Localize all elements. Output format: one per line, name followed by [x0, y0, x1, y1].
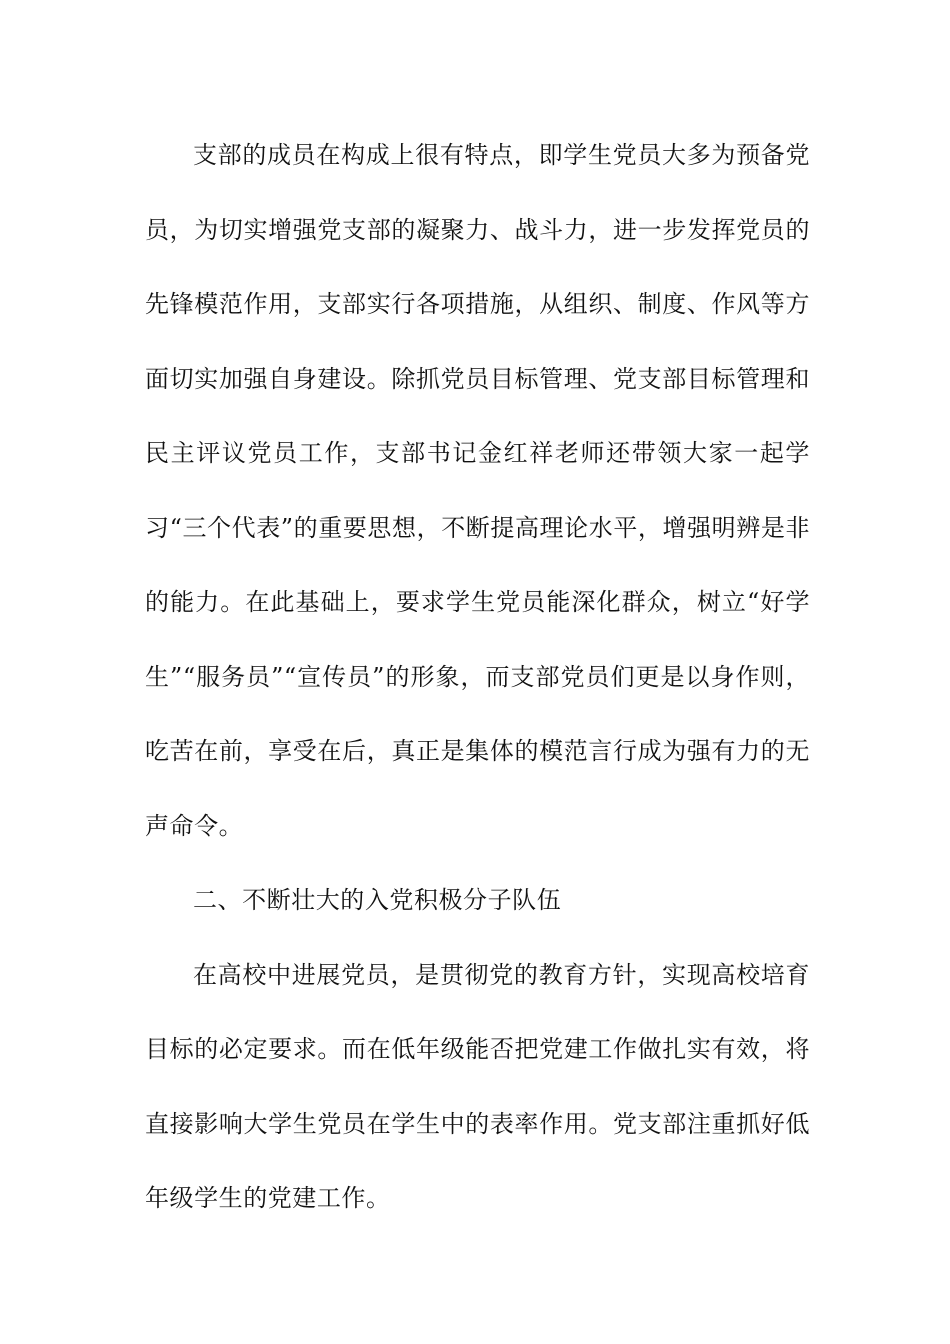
section-heading-activists: 二、不断壮大的入党积极分子队伍: [193, 886, 562, 914]
document-body: [145, 118, 810, 1236]
paragraph-party-development: 在高校中进展党员，是贯彻党的教育方针，实现高校培育目标的必定要求。而在低年级能否把党建工作做扎实有效，将直接影响大学生党员在学生中的表率作用。党支部注重抓好低年级学生的党建工作。: [145, 960, 810, 1212]
paragraph-branch-members: 支部的成员在构成上很有特点，即学生党员大多为预备党员，为切实增强党支部的凝聚力、战斗力，进一步发挥党员的先锋模范作用，支部实行各项措施，从组织、制度、作风等方面切实加强自身建设。除抓党员目标管理、党支部目标管理和民主评议党员工作，支部书记金红祥老师还带领大家一起学习“三个代表”的重要思想，不断提高理论水平，增强明辨是非的能力。在此基础上，要求学生党员能深化群众，树立“好学生”“服务员”“宣传员”的形象，而支部党员们更是以身作则，吃苦在前，享受在后，真正是集体的模范言行成为强有力的无声命令。: [145, 141, 810, 840]
